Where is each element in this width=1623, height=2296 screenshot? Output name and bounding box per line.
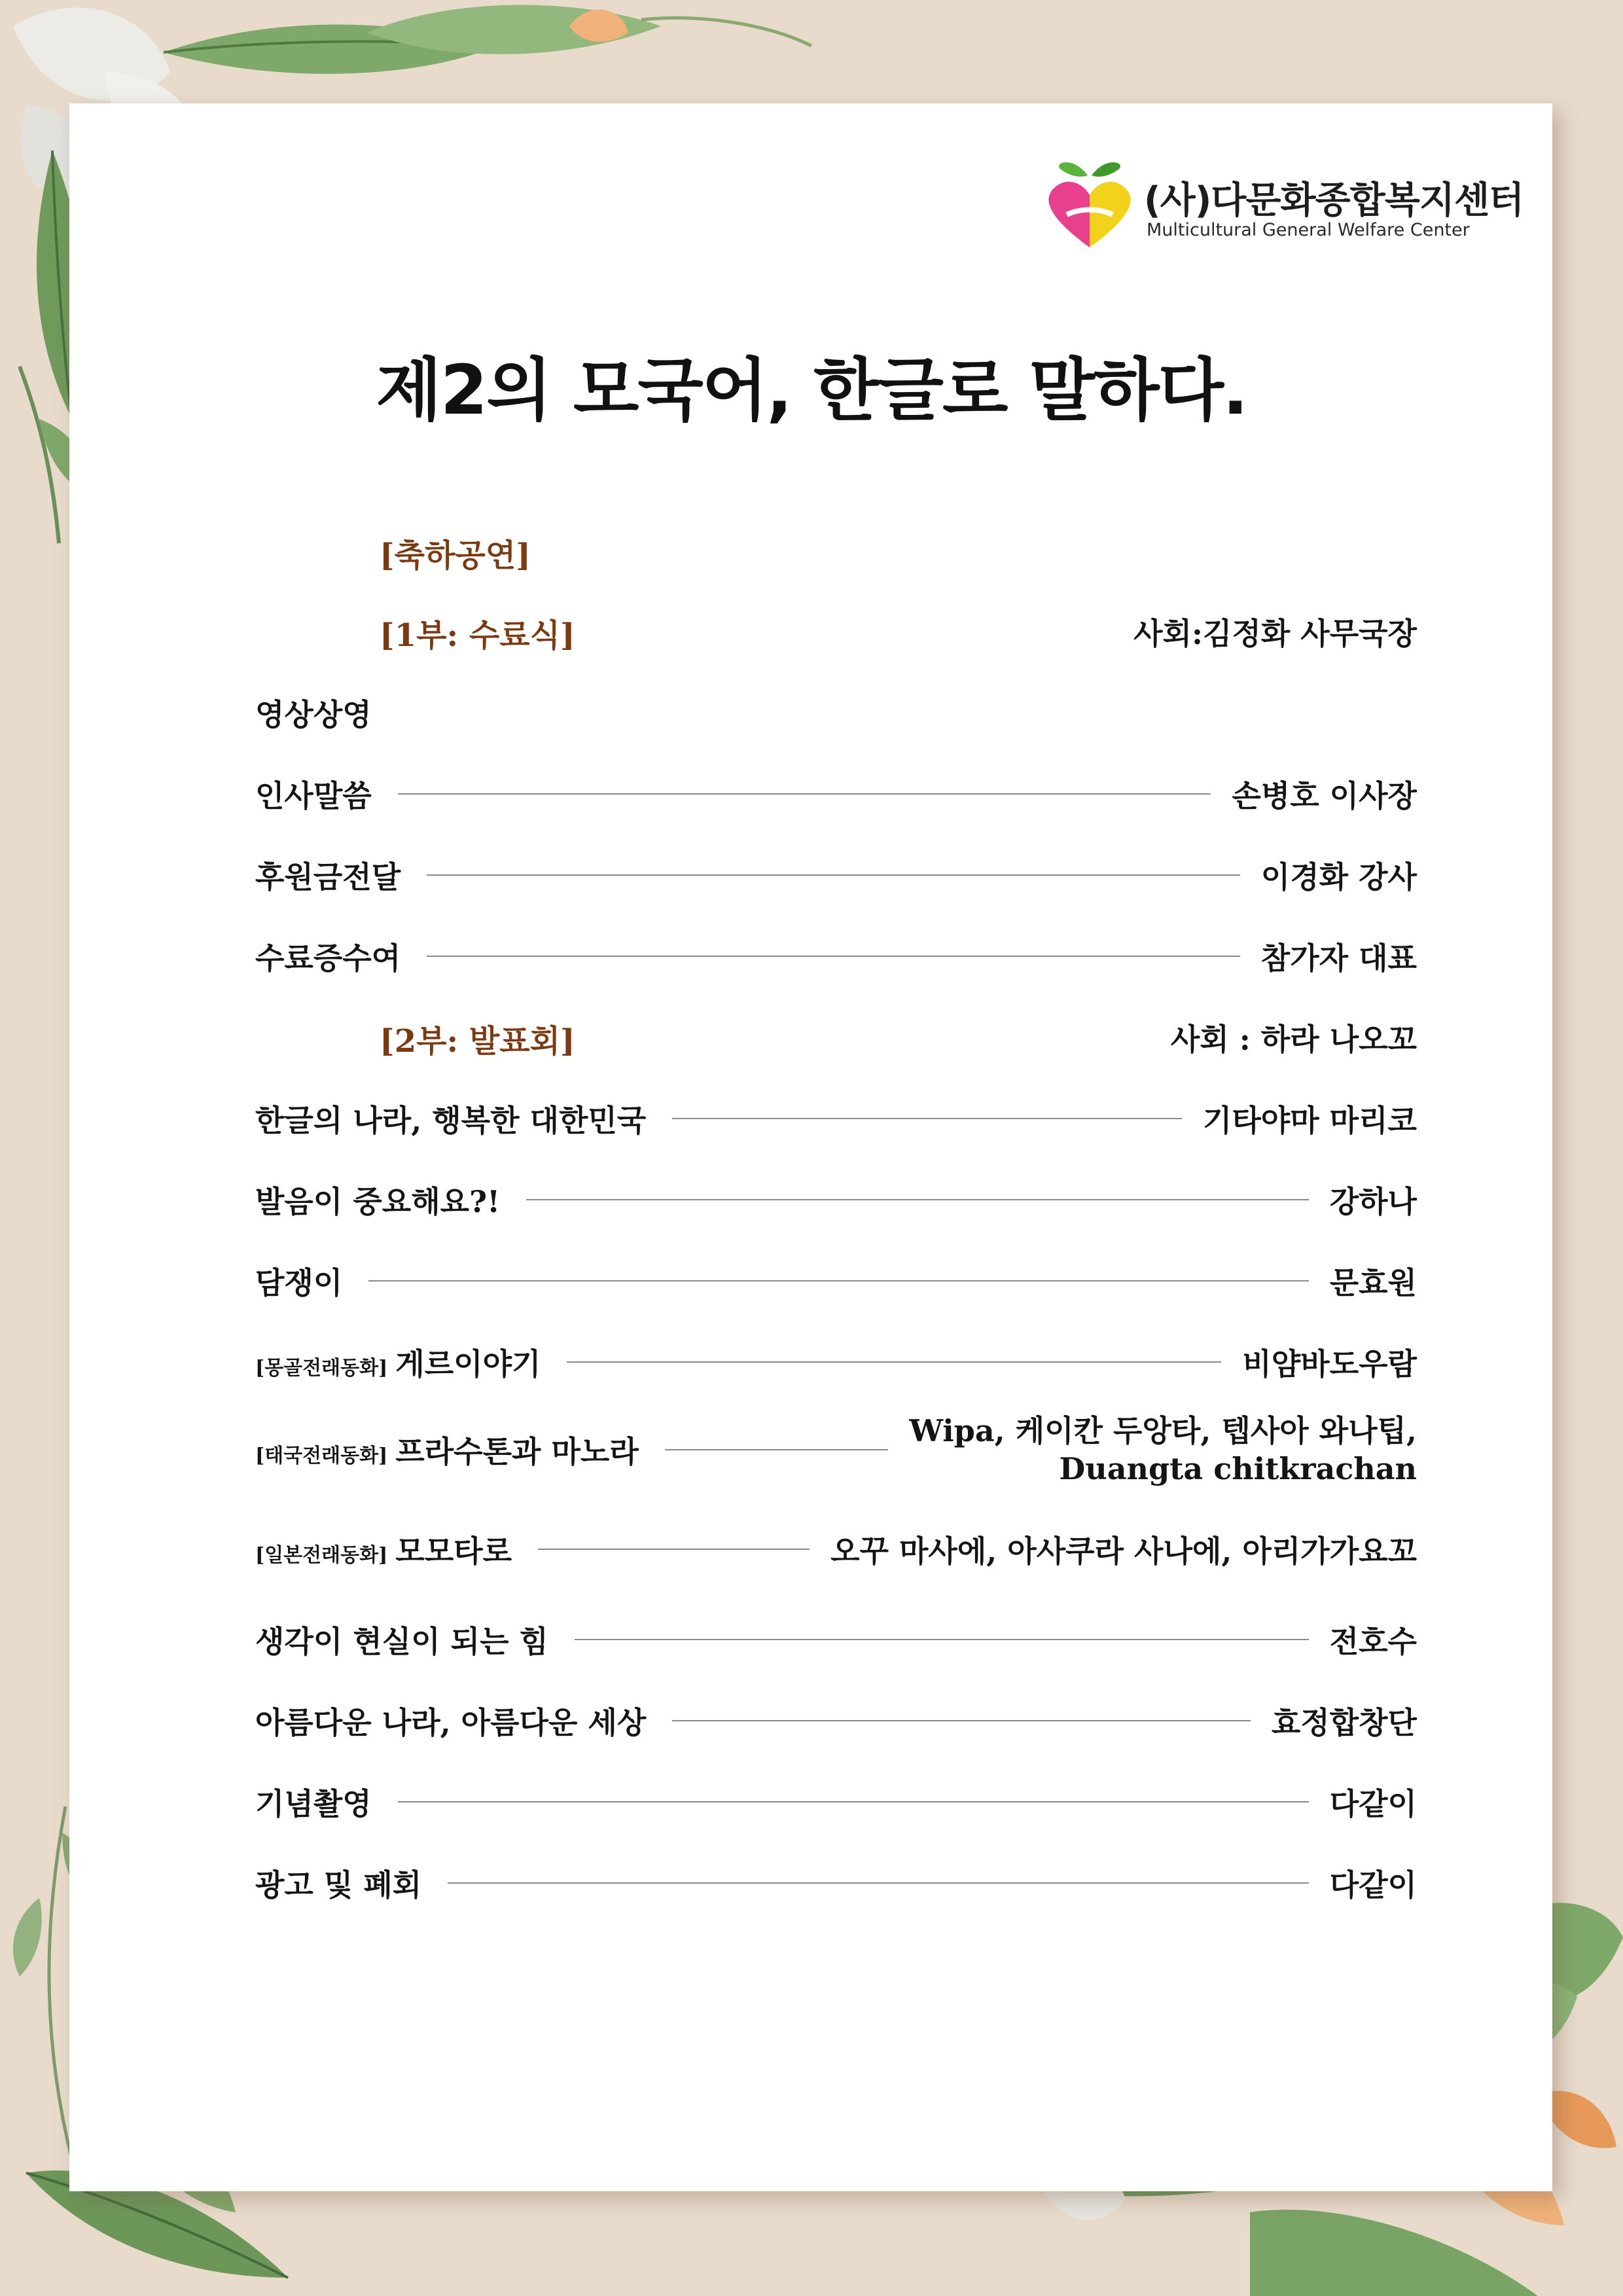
program-item-label xyxy=(255,1428,639,1471)
program-item xyxy=(255,852,1417,898)
program-item-presenter: 다같이 xyxy=(1329,1786,1417,1821)
presenter-line-2: Duangta chitkrachan xyxy=(1059,1451,1417,1486)
program-item-presenter: 다같이 xyxy=(1329,1867,1417,1903)
leader-line xyxy=(427,874,1240,876)
leader-line xyxy=(448,1882,1308,1884)
part1-host-row xyxy=(255,609,1417,655)
section-part2: [2부: 발표회] xyxy=(380,1023,575,1060)
organization-name-korean: (사)다문화종합복지센터 xyxy=(1144,179,1524,222)
presenter-line-1: Wipa, 케이칸 두앙타, 텝사아 와나팁, xyxy=(909,1413,1417,1448)
program-item-presenter: 문효원 xyxy=(1329,1265,1417,1300)
program-item-label: 수료증수여 xyxy=(255,941,401,976)
leader-line xyxy=(567,1361,1221,1363)
program-item-title: 모모타로 xyxy=(395,1534,512,1569)
program-item-label xyxy=(255,1528,512,1571)
program-item-tag: [일본전래동화] xyxy=(255,1544,388,1567)
program-item xyxy=(255,690,1417,736)
program-item-presenter xyxy=(909,1412,1417,1488)
program-item xyxy=(255,1339,1417,1385)
program-item-label: 한글의 나라, 행복한 대한민국 xyxy=(255,1103,647,1138)
program-item-label xyxy=(255,1340,541,1384)
program-item-label: 광고 및 폐회 xyxy=(255,1867,422,1903)
program-item-presenter: 강하나 xyxy=(1329,1184,1417,1219)
section-part1: [1부: 수료식] xyxy=(380,617,575,654)
leader-line xyxy=(398,1801,1309,1803)
program-item-label: 담쟁이 xyxy=(255,1265,343,1300)
program-item-label: 후원금전달 xyxy=(255,859,401,895)
program-item xyxy=(255,1177,1417,1223)
leader-line xyxy=(575,1639,1309,1640)
program-item-label: 기념촬영 xyxy=(255,1786,372,1821)
program-item-presenter: 비얌바도우람 xyxy=(1242,1346,1417,1382)
section-celebration: [축하공연] xyxy=(380,537,531,574)
program-item xyxy=(255,933,1417,979)
program-item xyxy=(255,1258,1417,1304)
page-title: 제2의 모국어, 한글로 말하다. xyxy=(376,350,1247,430)
program-item-presenter: 손병호 이사장 xyxy=(1232,778,1417,814)
program-item-label: 영상상영 xyxy=(255,697,372,732)
part2-host: 사회 : 하라 나오꼬 xyxy=(1170,1022,1417,1057)
program-item-tag: [태국전래동화] xyxy=(255,1444,388,1467)
handshake-heart-logo-icon xyxy=(1041,149,1139,254)
program-item-presenter: 효정합창단 xyxy=(1271,1705,1417,1740)
program-item xyxy=(255,1617,1417,1662)
leader-line xyxy=(538,1549,810,1550)
leader-line xyxy=(427,956,1240,957)
leader-line xyxy=(526,1199,1308,1200)
part2-host-row xyxy=(255,1014,1417,1060)
program-item-tag: [몽골전래동화] xyxy=(255,1357,388,1380)
program-item-label: 인사말씀 xyxy=(255,778,372,814)
leader-line xyxy=(672,1118,1182,1119)
leader-line xyxy=(368,1280,1308,1282)
program-item-label: 생각이 현실이 되는 힘 xyxy=(255,1624,548,1659)
program-item xyxy=(255,1860,1417,1906)
program-item-presenter: 오꾸 마사에, 아사쿠라 사나에, 아리가가요꼬 xyxy=(830,1534,1417,1569)
program-item-presenter: 참가자 대표 xyxy=(1260,941,1417,976)
organization-name-english: Multicultural General Welfare Center xyxy=(1147,220,1470,240)
program-item-presenter: 기타야마 마리코 xyxy=(1202,1103,1417,1138)
organization-logo xyxy=(1041,149,1524,254)
program-item xyxy=(255,1698,1417,1744)
program-item xyxy=(255,1407,1417,1492)
leader-line xyxy=(672,1720,1251,1721)
program-item-label: 발음이 중요해요?! xyxy=(255,1184,501,1219)
part1-host: 사회:김정화 사무국장 xyxy=(1133,616,1417,651)
program-item-title: 프라수톤과 마노라 xyxy=(395,1434,639,1469)
program-item xyxy=(255,1096,1417,1141)
leader-line xyxy=(665,1449,889,1450)
program-item-label: 아름다운 나라, 아름다운 세상 xyxy=(255,1705,647,1740)
program-item-title: 게르이야기 xyxy=(395,1346,541,1382)
program-item-presenter: 이경화 강사 xyxy=(1260,859,1417,895)
leader-line xyxy=(398,793,1211,795)
program-item xyxy=(255,1779,1417,1825)
program-item xyxy=(255,1526,1417,1572)
program-item xyxy=(255,771,1417,817)
program-item-presenter: 전호수 xyxy=(1329,1624,1417,1659)
